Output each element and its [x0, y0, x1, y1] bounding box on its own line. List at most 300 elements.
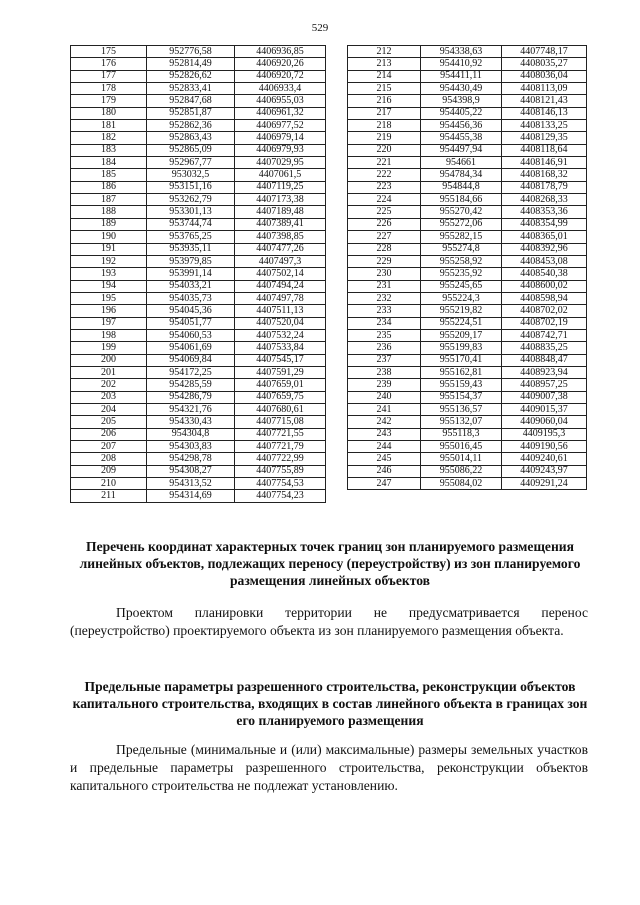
x-coordinate-cell: 954069,84: [147, 354, 235, 366]
point-number-cell: 205: [71, 416, 147, 428]
point-number-cell: 202: [71, 379, 147, 391]
x-coordinate-cell: 954455,38: [421, 132, 502, 144]
point-number-cell: 229: [348, 255, 421, 267]
point-number-cell: 175: [71, 46, 147, 58]
y-coordinate-cell: 4408923,94: [502, 366, 587, 378]
x-coordinate-cell: 953744,74: [147, 218, 235, 230]
point-number-cell: 227: [348, 231, 421, 243]
x-coordinate-cell: 955235,92: [421, 268, 502, 280]
y-coordinate-cell: 4406979,93: [235, 144, 326, 156]
coordinates-table-right: [347, 45, 587, 490]
y-coordinate-cell: 4409060,04: [502, 416, 587, 428]
x-coordinate-cell: 953979,85: [147, 255, 235, 267]
y-coordinate-cell: 4408848,47: [502, 354, 587, 366]
point-number-cell: 241: [348, 403, 421, 415]
point-number-cell: 207: [71, 441, 147, 453]
table-row: [71, 194, 326, 206]
x-coordinate-cell: 954430,49: [421, 83, 502, 95]
table-row: [71, 478, 326, 490]
table-row: [348, 453, 587, 465]
point-number-cell: 204: [71, 403, 147, 415]
point-number-cell: 244: [348, 441, 421, 453]
table-row: [348, 107, 587, 119]
y-coordinate-cell: 4409195,3: [502, 428, 587, 440]
x-coordinate-cell: 955219,82: [421, 305, 502, 317]
point-number-cell: 237: [348, 354, 421, 366]
x-coordinate-cell: 955086,22: [421, 465, 502, 477]
point-number-cell: 179: [71, 95, 147, 107]
x-coordinate-cell: 955258,92: [421, 255, 502, 267]
table-row: [71, 243, 326, 255]
y-coordinate-cell: 4408121,43: [502, 95, 587, 107]
table-row: [71, 280, 326, 292]
point-number-cell: 247: [348, 478, 421, 490]
y-coordinate-cell: 4407494,24: [235, 280, 326, 292]
table-row: [71, 428, 326, 440]
point-number-cell: 210: [71, 478, 147, 490]
point-number-cell: 206: [71, 428, 147, 440]
table-row: [348, 268, 587, 280]
point-number-cell: 242: [348, 416, 421, 428]
y-coordinate-cell: 4408146,91: [502, 157, 587, 169]
x-coordinate-cell: 952814,49: [147, 58, 235, 70]
y-coordinate-cell: 4408035,27: [502, 58, 587, 70]
y-coordinate-cell: 4408453,08: [502, 255, 587, 267]
x-coordinate-cell: 955199,83: [421, 342, 502, 354]
y-coordinate-cell: 4407659,01: [235, 379, 326, 391]
point-number-cell: 232: [348, 292, 421, 304]
y-coordinate-cell: 4407173,38: [235, 194, 326, 206]
x-coordinate-cell: 955282,15: [421, 231, 502, 243]
y-coordinate-cell: 4407755,89: [235, 465, 326, 477]
point-number-cell: 221: [348, 157, 421, 169]
table-row: [71, 255, 326, 267]
x-coordinate-cell: 954784,34: [421, 169, 502, 181]
paragraph-relocation-text: Проектом планировки территории не предусматривается перенос (переустройство) проектируемого объекта из зон планируемого размещения объекта.: [70, 605, 588, 638]
x-coordinate-cell: 954456,36: [421, 120, 502, 132]
point-number-cell: 228: [348, 243, 421, 255]
x-coordinate-cell: 955014,11: [421, 453, 502, 465]
table-row: [71, 329, 326, 341]
table-row: [348, 366, 587, 378]
table-row: [71, 120, 326, 132]
y-coordinate-cell: 4407722,99: [235, 453, 326, 465]
table-row: [348, 169, 587, 181]
x-coordinate-cell: 955274,8: [421, 243, 502, 255]
y-coordinate-cell: 4407497,78: [235, 292, 326, 304]
x-coordinate-cell: 954661: [421, 157, 502, 169]
x-coordinate-cell: 954035,73: [147, 292, 235, 304]
y-coordinate-cell: 4406961,32: [235, 107, 326, 119]
x-coordinate-cell: 954497,94: [421, 144, 502, 156]
x-coordinate-cell: 954314,69: [147, 490, 235, 502]
y-coordinate-cell: 4407715,08: [235, 416, 326, 428]
x-coordinate-cell: 953032,5: [147, 169, 235, 181]
table-row: [71, 441, 326, 453]
x-coordinate-cell: 954844,8: [421, 181, 502, 193]
point-number-cell: 187: [71, 194, 147, 206]
x-coordinate-cell: 955245,65: [421, 280, 502, 292]
x-coordinate-cell: 954045,36: [147, 305, 235, 317]
table-row: [71, 292, 326, 304]
y-coordinate-cell: 4406936,85: [235, 46, 326, 58]
point-number-cell: 219: [348, 132, 421, 144]
y-coordinate-cell: 4407754,23: [235, 490, 326, 502]
x-coordinate-cell: 954308,27: [147, 465, 235, 477]
point-number-cell: 234: [348, 317, 421, 329]
x-coordinate-cell: 955016,45: [421, 441, 502, 453]
x-coordinate-cell: 952833,41: [147, 83, 235, 95]
x-coordinate-cell: 955136,57: [421, 403, 502, 415]
x-coordinate-cell: 954298,78: [147, 453, 235, 465]
y-coordinate-cell: 4407061,5: [235, 169, 326, 181]
y-coordinate-cell: 4407398,85: [235, 231, 326, 243]
x-coordinate-cell: 954303,83: [147, 441, 235, 453]
x-coordinate-cell: 954398,9: [421, 95, 502, 107]
table-row: [348, 354, 587, 366]
point-number-cell: 226: [348, 218, 421, 230]
y-coordinate-cell: 4408146,13: [502, 107, 587, 119]
table-row: [348, 231, 587, 243]
x-coordinate-cell: 954338,63: [421, 46, 502, 58]
point-number-cell: 185: [71, 169, 147, 181]
table-row: [348, 144, 587, 156]
point-number-cell: 192: [71, 255, 147, 267]
table-row: [71, 366, 326, 378]
table-row: [71, 391, 326, 403]
table-row: [71, 490, 326, 502]
point-number-cell: 216: [348, 95, 421, 107]
y-coordinate-cell: 4407497,3: [235, 255, 326, 267]
table-row: [348, 120, 587, 132]
table-row: [348, 342, 587, 354]
x-coordinate-cell: 952865,09: [147, 144, 235, 156]
table-row: [71, 342, 326, 354]
x-coordinate-cell: 955184,66: [421, 194, 502, 206]
table-row: [71, 317, 326, 329]
table-row: [348, 46, 587, 58]
point-number-cell: 190: [71, 231, 147, 243]
y-coordinate-cell: 4408353,36: [502, 206, 587, 218]
y-coordinate-cell: 4408268,33: [502, 194, 587, 206]
y-coordinate-cell: 4408702,19: [502, 317, 587, 329]
point-number-cell: 200: [71, 354, 147, 366]
point-number-cell: 235: [348, 329, 421, 341]
point-number-cell: 194: [71, 280, 147, 292]
y-coordinate-cell: 4409007,38: [502, 391, 587, 403]
table-row: [348, 329, 587, 341]
table-row: [71, 70, 326, 82]
table-row: [348, 206, 587, 218]
y-coordinate-cell: 4408354,99: [502, 218, 587, 230]
point-number-cell: 222: [348, 169, 421, 181]
table-row: [348, 478, 587, 490]
x-coordinate-cell: 955159,43: [421, 379, 502, 391]
table-row: [71, 206, 326, 218]
x-coordinate-cell: 955118,3: [421, 428, 502, 440]
x-coordinate-cell: 953301,13: [147, 206, 235, 218]
point-number-cell: 199: [71, 342, 147, 354]
y-coordinate-cell: 4408957,25: [502, 379, 587, 391]
x-coordinate-cell: 955170,41: [421, 354, 502, 366]
point-number-cell: 197: [71, 317, 147, 329]
table-row: [348, 305, 587, 317]
y-coordinate-cell: 4408365,01: [502, 231, 587, 243]
y-coordinate-cell: 4406955,03: [235, 95, 326, 107]
y-coordinate-cell: 4407389,41: [235, 218, 326, 230]
table-row: [71, 83, 326, 95]
y-coordinate-cell: 4408036,04: [502, 70, 587, 82]
y-coordinate-cell: 4407477,26: [235, 243, 326, 255]
table-row: [348, 292, 587, 304]
x-coordinate-cell: 954060,53: [147, 329, 235, 341]
x-coordinate-cell: 955270,42: [421, 206, 502, 218]
x-coordinate-cell: 954286,79: [147, 391, 235, 403]
x-coordinate-cell: 955224,3: [421, 292, 502, 304]
x-coordinate-cell: 953991,14: [147, 268, 235, 280]
table-row: [71, 46, 326, 58]
x-coordinate-cell: 955209,17: [421, 329, 502, 341]
point-number-cell: 218: [348, 120, 421, 132]
x-coordinate-cell: 955272,06: [421, 218, 502, 230]
y-coordinate-cell: 4407533,84: [235, 342, 326, 354]
point-number-cell: 182: [71, 132, 147, 144]
section-heading-relocation: Перечень координат характерных точек границ зон планируемого размещения линейных объектов, подлежащих переносу (переустройству) из зон планируемого размещения линейных объектов: [79, 539, 581, 588]
y-coordinate-cell: 4407721,79: [235, 441, 326, 453]
paragraph-parameters: [70, 741, 588, 795]
x-coordinate-cell: 954285,59: [147, 379, 235, 391]
point-number-cell: 209: [71, 465, 147, 477]
y-coordinate-cell: 4406920,72: [235, 70, 326, 82]
table-row: [71, 95, 326, 107]
x-coordinate-cell: 955224,51: [421, 317, 502, 329]
y-coordinate-cell: 4408168,32: [502, 169, 587, 181]
point-number-cell: 231: [348, 280, 421, 292]
x-coordinate-cell: 954061,69: [147, 342, 235, 354]
paragraph-relocation: [70, 604, 588, 640]
y-coordinate-cell: 4408392,96: [502, 243, 587, 255]
point-number-cell: 245: [348, 453, 421, 465]
y-coordinate-cell: 4406933,4: [235, 83, 326, 95]
point-number-cell: 189: [71, 218, 147, 230]
table-row: [71, 107, 326, 119]
y-coordinate-cell: 4408178,79: [502, 181, 587, 193]
point-number-cell: 223: [348, 181, 421, 193]
point-number-cell: 201: [71, 366, 147, 378]
x-coordinate-cell: 955084,02: [421, 478, 502, 490]
x-coordinate-cell: 954313,52: [147, 478, 235, 490]
point-number-cell: 196: [71, 305, 147, 317]
point-number-cell: 178: [71, 83, 147, 95]
table-row: [348, 428, 587, 440]
x-coordinate-cell: 952863,43: [147, 132, 235, 144]
y-coordinate-cell: 4407659,75: [235, 391, 326, 403]
x-coordinate-cell: 953151,16: [147, 181, 235, 193]
table-row: [71, 305, 326, 317]
table-row: [348, 83, 587, 95]
point-number-cell: 176: [71, 58, 147, 70]
table-row: [71, 169, 326, 181]
y-coordinate-cell: 4406979,14: [235, 132, 326, 144]
table-row: [71, 157, 326, 169]
table-row: [71, 181, 326, 193]
y-coordinate-cell: 4407754,53: [235, 478, 326, 490]
x-coordinate-cell: 954304,8: [147, 428, 235, 440]
y-coordinate-cell: 4407189,48: [235, 206, 326, 218]
point-number-cell: 214: [348, 70, 421, 82]
y-coordinate-cell: 4409291,24: [502, 478, 587, 490]
table-row: [348, 58, 587, 70]
table-row: [71, 379, 326, 391]
table-row: [348, 379, 587, 391]
y-coordinate-cell: 4409243,97: [502, 465, 587, 477]
y-coordinate-cell: 4407502,14: [235, 268, 326, 280]
y-coordinate-cell: 4407680,61: [235, 403, 326, 415]
point-number-cell: 215: [348, 83, 421, 95]
table-row: [348, 70, 587, 82]
point-number-cell: 184: [71, 157, 147, 169]
y-coordinate-cell: 4408702,02: [502, 305, 587, 317]
y-coordinate-cell: 4407591,29: [235, 366, 326, 378]
point-number-cell: 213: [348, 58, 421, 70]
table-row: [348, 132, 587, 144]
x-coordinate-cell: 954405,22: [421, 107, 502, 119]
point-number-cell: 181: [71, 120, 147, 132]
x-coordinate-cell: 952776,58: [147, 46, 235, 58]
point-number-cell: 240: [348, 391, 421, 403]
table-row: [348, 280, 587, 292]
point-number-cell: 211: [71, 490, 147, 502]
x-coordinate-cell: 953262,79: [147, 194, 235, 206]
point-number-cell: 224: [348, 194, 421, 206]
table-row: [348, 157, 587, 169]
y-coordinate-cell: 4407511,13: [235, 305, 326, 317]
point-number-cell: 183: [71, 144, 147, 156]
y-coordinate-cell: 4407748,17: [502, 46, 587, 58]
table-row: [348, 441, 587, 453]
x-coordinate-cell: 952826,62: [147, 70, 235, 82]
point-number-cell: 193: [71, 268, 147, 280]
point-number-cell: 217: [348, 107, 421, 119]
x-coordinate-cell: 955132,07: [421, 416, 502, 428]
x-coordinate-cell: 952967,77: [147, 157, 235, 169]
point-number-cell: 243: [348, 428, 421, 440]
point-number-cell: 236: [348, 342, 421, 354]
x-coordinate-cell: 954411,11: [421, 70, 502, 82]
table-row: [71, 218, 326, 230]
table-row: [348, 391, 587, 403]
table-row: [348, 255, 587, 267]
section-heading-parameters: Предельные параметры разрешенного строительства, реконструкции объектов капитального строительства, входящих в состав линейного объекта в границах зон его планируемого размещения: [72, 679, 588, 728]
table-row: [348, 243, 587, 255]
point-number-cell: 180: [71, 107, 147, 119]
x-coordinate-cell: 952851,87: [147, 107, 235, 119]
y-coordinate-cell: 4408835,25: [502, 342, 587, 354]
x-coordinate-cell: 952862,36: [147, 120, 235, 132]
x-coordinate-cell: 954321,76: [147, 403, 235, 415]
coordinates-table-left: [70, 45, 326, 503]
x-coordinate-cell: 954033,21: [147, 280, 235, 292]
point-number-cell: 212: [348, 46, 421, 58]
x-coordinate-cell: 952847,68: [147, 95, 235, 107]
table-row: [348, 194, 587, 206]
point-number-cell: 195: [71, 292, 147, 304]
table-row: [348, 465, 587, 477]
x-coordinate-cell: 955154,37: [421, 391, 502, 403]
table-row: [71, 231, 326, 243]
y-coordinate-cell: 4408133,25: [502, 120, 587, 132]
table-row: [71, 144, 326, 156]
point-number-cell: 188: [71, 206, 147, 218]
y-coordinate-cell: 4409015,37: [502, 403, 587, 415]
y-coordinate-cell: 4406920,26: [235, 58, 326, 70]
x-coordinate-cell: 954410,92: [421, 58, 502, 70]
point-number-cell: 246: [348, 465, 421, 477]
x-coordinate-cell: 955162,81: [421, 366, 502, 378]
table-row: [71, 268, 326, 280]
point-number-cell: 225: [348, 206, 421, 218]
page-number: 529: [311, 22, 329, 34]
x-coordinate-cell: 954051,77: [147, 317, 235, 329]
x-coordinate-cell: 954172,25: [147, 366, 235, 378]
y-coordinate-cell: 4408598,94: [502, 292, 587, 304]
table-row: [348, 416, 587, 428]
point-number-cell: 191: [71, 243, 147, 255]
x-coordinate-cell: 953935,11: [147, 243, 235, 255]
point-number-cell: 220: [348, 144, 421, 156]
y-coordinate-cell: 4409240,61: [502, 453, 587, 465]
table-row: [348, 181, 587, 193]
point-number-cell: 208: [71, 453, 147, 465]
y-coordinate-cell: 4408113,09: [502, 83, 587, 95]
table-row: [71, 403, 326, 415]
table-row: [71, 416, 326, 428]
point-number-cell: 230: [348, 268, 421, 280]
table-row: [71, 453, 326, 465]
y-coordinate-cell: 4407532,24: [235, 329, 326, 341]
point-number-cell: 203: [71, 391, 147, 403]
point-number-cell: 239: [348, 379, 421, 391]
table-row: [71, 132, 326, 144]
y-coordinate-cell: 4408742,71: [502, 329, 587, 341]
point-number-cell: 238: [348, 366, 421, 378]
y-coordinate-cell: 4407721,55: [235, 428, 326, 440]
y-coordinate-cell: 4408118,64: [502, 144, 587, 156]
y-coordinate-cell: 4408540,38: [502, 268, 587, 280]
table-row: [71, 354, 326, 366]
table-row: [348, 403, 587, 415]
paragraph-parameters-text: Предельные (минимальные и (или) максимальные) размеры земельных участков и предельные параметры разрешенного строительства, реконструкции объектов капитального строительства не подлежат установлению.: [70, 742, 588, 793]
y-coordinate-cell: 4409190,56: [502, 441, 587, 453]
table-row: [348, 218, 587, 230]
table-row: [71, 58, 326, 70]
y-coordinate-cell: 4407520,04: [235, 317, 326, 329]
y-coordinate-cell: 4407029,95: [235, 157, 326, 169]
y-coordinate-cell: 4407119,25: [235, 181, 326, 193]
y-coordinate-cell: 4407545,17: [235, 354, 326, 366]
point-number-cell: 186: [71, 181, 147, 193]
table-row: [348, 317, 587, 329]
y-coordinate-cell: 4408129,35: [502, 132, 587, 144]
point-number-cell: 177: [71, 70, 147, 82]
table-row: [348, 95, 587, 107]
x-coordinate-cell: 953765,25: [147, 231, 235, 243]
point-number-cell: 233: [348, 305, 421, 317]
x-coordinate-cell: 954330,43: [147, 416, 235, 428]
table-row: [71, 465, 326, 477]
y-coordinate-cell: 4408600,02: [502, 280, 587, 292]
y-coordinate-cell: 4406977,52: [235, 120, 326, 132]
